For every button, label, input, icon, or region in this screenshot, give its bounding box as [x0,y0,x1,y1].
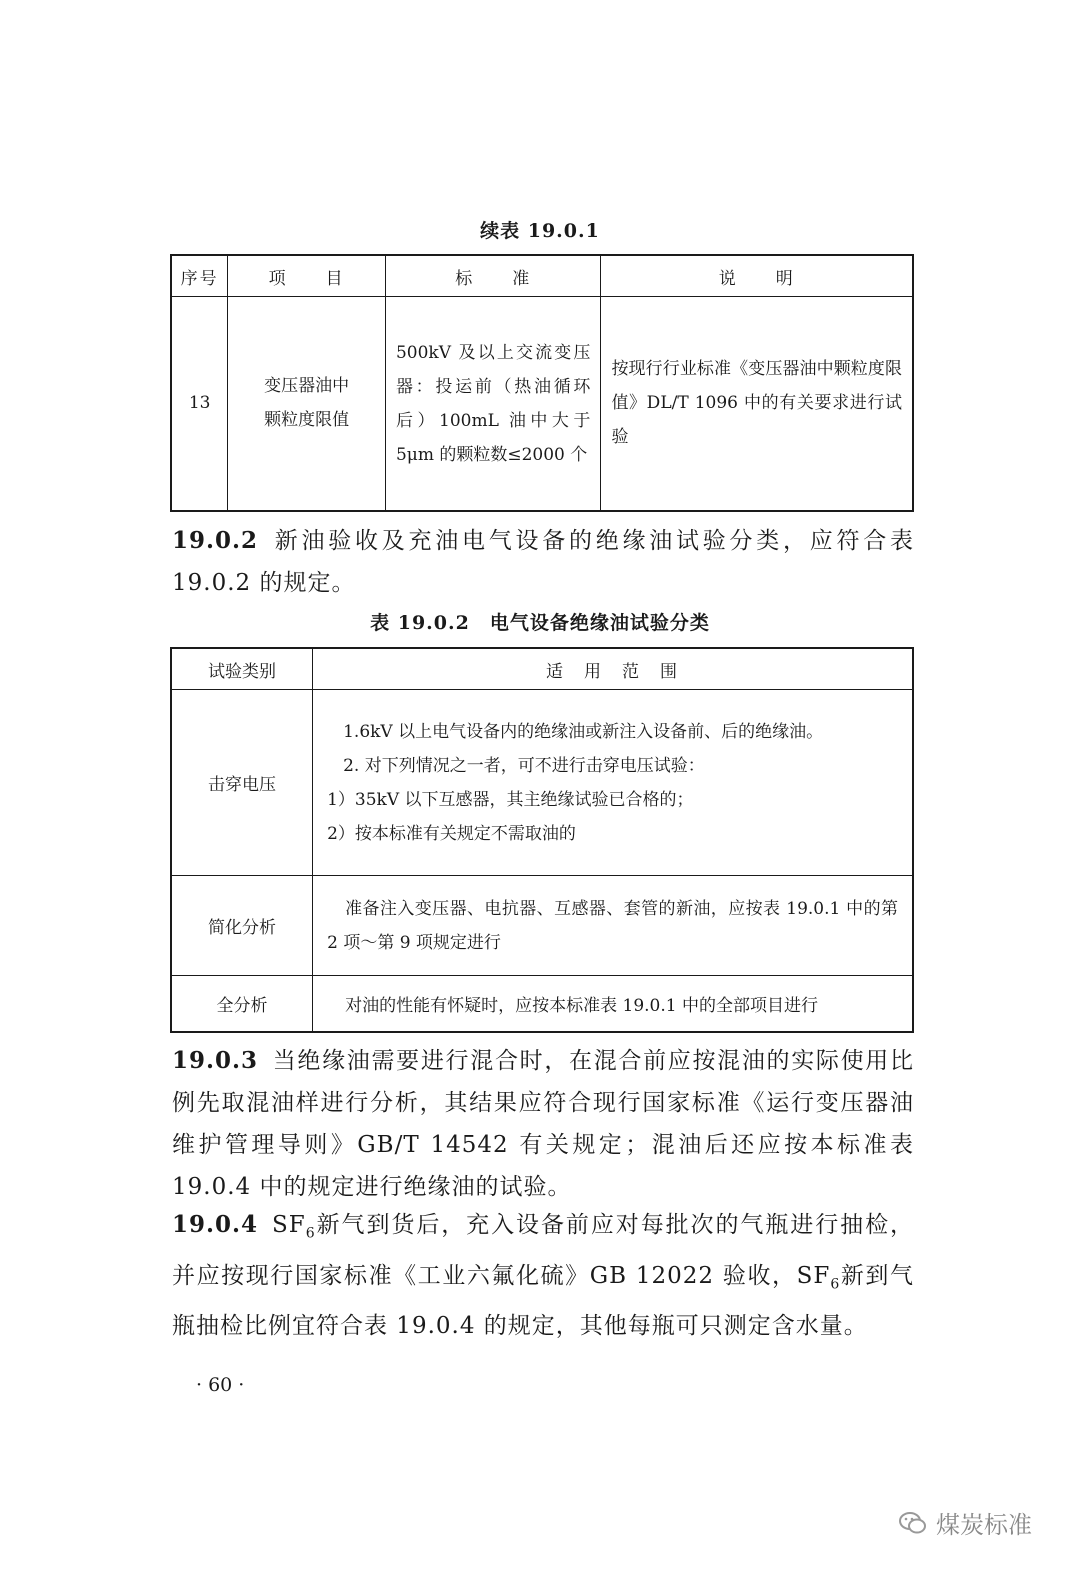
table-1-header-row [171,255,913,297]
scope-line: 2. 对下列情况之一者，可不进行击穿电压试验： [343,755,705,776]
scope-line: 1）35kV 以下互感器，其主绝缘试验已合格的； [327,789,694,810]
header-no: 序号 [171,255,228,297]
clause-text: 新油验收及充油电气设备的绝缘油试验分类，应符合表 19.0.2 的规定。 [172,528,914,596]
header-explanation: 说 明 [601,255,913,297]
row-item [228,297,386,511]
category-breakdown: 击穿电压 [171,690,313,876]
clause-number: 19.0.4 [172,1211,259,1238]
scope-line: 2）按本标准有关规定不需取油的 [327,823,576,844]
table-2-row-breakdown [171,690,913,876]
table-2 [170,647,914,1033]
scope-simplified: 准备注入变压器、电抗器、互感器、套管的新油，应按表 19.0.1 中的第 2 项～第 9 项规定进行 [313,876,913,976]
table-2-row-simplified [171,876,913,976]
sf6-subscript: 6 [830,1276,841,1293]
scope-full: 对油的性能有怀疑时，应按本标准表 19.0.1 中的全部项目进行 [313,976,913,1032]
row-standard: 500kV 及以上交流变压器：投运前（热油循环后）100mL 油中大于 5μm 的颗粒数≤2000 个 [385,297,600,511]
clause-text-b: 新到气瓶抽检比例宜符合表 19.0.4 的规定，其他每瓶可只测定含水量。 [172,1262,914,1340]
table-1-row-13 [171,297,913,511]
row-item-line-1: 变压器油中 [264,376,350,397]
sf6-label: SF [796,1262,831,1289]
header-item: 项 目 [228,255,386,297]
clause-text-a: 新气到货后，充入设备前应对每批次的气瓶进行抽检，并应按现行国家标准《工业六氟化硫》GB 12022 验收， [172,1212,914,1289]
clause-number: 19.0.2 [172,527,259,554]
sf6-subscript: 6 [305,1225,316,1242]
sf6-label: SF [272,1212,306,1238]
row-explanation: 按现行行业标准《变压器油中颗粒度限值》DL/T 1096 中的有关要求进行试验 [601,297,913,511]
wechat-icon [898,1510,928,1536]
header-category: 试验类别 [171,648,313,690]
scope-breakdown [313,690,913,876]
category-simplified: 简化分析 [171,876,313,976]
clause-text: 当绝缘油需要进行混合时，在混合前应按混油的实际使用比例先取混油样进行分析，其结果应符合现行国家标准《运行变压器油维护管理导则》GB/T 14542 有关规定；混油后还应按本标准表 19.0.4 中的规定进行绝缘油的试验。 [172,1048,914,1200]
table-1-caption: 续表 19.0.1 [480,220,600,242]
table-2-header-row [171,648,913,690]
header-standard: 标 准 [385,255,600,297]
clause-number: 19.0.3 [172,1047,259,1074]
table-2-row-full [171,976,913,1032]
row-no: 13 [171,297,228,511]
header-scope: 适 用 范 围 [313,648,913,690]
row-item-line-2: 颗粒度限值 [264,410,350,431]
table-2-caption: 表 19.0.2 电气设备绝缘油试验分类 [370,612,710,634]
page-number: · 60 · [196,1374,245,1396]
table-1 [170,254,914,512]
paragraph-19-0-2 [172,520,914,604]
watermark-text: 煤炭标准 [936,1511,1032,1539]
scope-line: 1.6kV 以上电气设备内的绝缘油或新注入设备前、后的绝缘油。 [343,721,824,742]
watermark [898,1505,1032,1540]
category-full: 全分析 [171,976,313,1032]
paragraph-19-0-4 [172,1204,914,1347]
paragraph-19-0-3 [172,1040,914,1208]
